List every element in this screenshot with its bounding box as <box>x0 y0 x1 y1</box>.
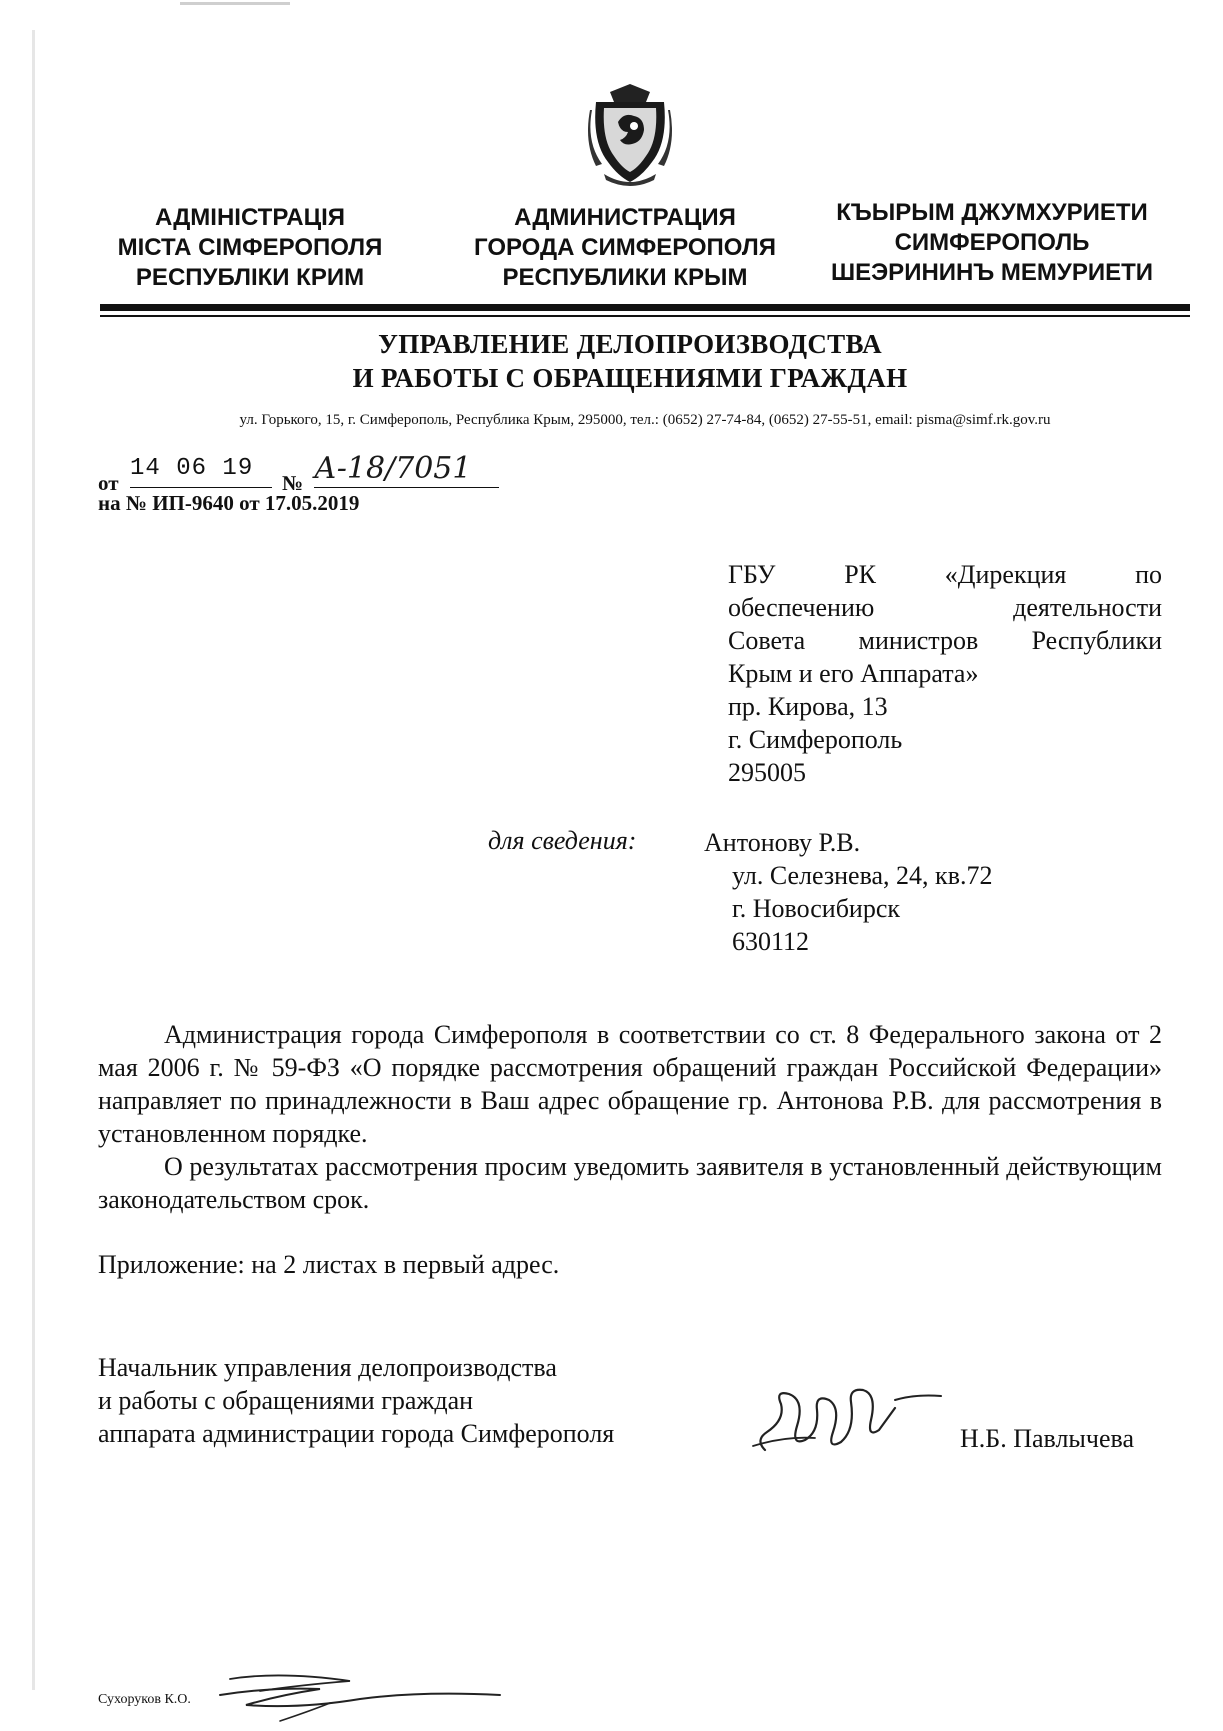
header-divider-thick <box>100 304 1190 311</box>
for-info-city: г. Новосибирск <box>732 894 901 923</box>
addressee-word: обеспечению <box>728 593 875 622</box>
header-ukrainian-line: МІСТА СІМФЕРОПОЛЯ <box>117 234 383 261</box>
header-ukrainian <box>100 203 400 293</box>
signatory-title <box>98 1351 614 1450</box>
addressee-word: ГБУ <box>728 560 776 589</box>
reference-from-label: от <box>98 471 119 495</box>
addressee-word: Совета <box>728 626 806 655</box>
header-russian-line: РЕСПУБЛИКИ КРЫМ <box>502 264 748 291</box>
addressee-block <box>728 558 1162 789</box>
addressee-city: г. Симферополь <box>728 725 903 754</box>
handwritten-signature <box>745 1380 945 1460</box>
addressee-line <box>728 624 1162 657</box>
department-title-line: И РАБОТЫ С ОБРАЩЕНИЯМИ ГРАЖДАН <box>352 363 908 393</box>
department-title-line: УПРАВЛЕНИЕ ДЕЛОПРОИЗВОДСТВА <box>378 329 882 359</box>
header-russian <box>463 203 787 293</box>
header-russian-line: ГОРОДА СИМФЕРОПОЛЯ <box>474 234 776 261</box>
executor-name: Сухоруков К.О. <box>98 1692 191 1707</box>
reference-date: 14 06 19 <box>130 455 254 482</box>
header-ukrainian-line: АДМІНІСТРАЦІЯ <box>154 204 346 231</box>
for-info-zip: 630112 <box>732 927 810 956</box>
addressee-zip: 295005 <box>728 758 806 787</box>
reference-date-underline <box>130 487 272 488</box>
addressee-line <box>728 591 1162 624</box>
for-info-name: Антонову Р.В. <box>704 828 861 857</box>
letter-body <box>98 1018 1162 1216</box>
header-crimean-tatar-line: КЪЫРЫМ ДЖУМХУРИЕТИ <box>836 199 1148 226</box>
scan-edge-shadow <box>32 30 35 1690</box>
addressee-word: деятельности <box>1013 593 1162 622</box>
in-reply-to: на № ИП-9640 от 17.05.2019 <box>98 491 360 515</box>
addressee-street: пр. Кирова, 13 <box>728 692 888 721</box>
appendix-note: Приложение: на 2 листах в первый адрес. <box>98 1250 560 1279</box>
header-ukrainian-line: РЕСПУБЛІКИ КРИМ <box>135 264 365 291</box>
header-crimean-tatar-line: СИМФЕРОПОЛЬ <box>894 229 1090 256</box>
signatory-name: Н.Б. Павлычева <box>960 1424 1134 1453</box>
signatory-title-line: и работы с обращениями граждан <box>98 1386 474 1415</box>
addressee-word: Республики <box>1031 626 1162 655</box>
addressee-word: по <box>1135 560 1163 589</box>
reference-number-label: № <box>282 471 304 495</box>
signatory-title-line: аппарата администрации города Симферополя <box>98 1419 615 1448</box>
header-divider-thin <box>100 315 1190 317</box>
addressee-line <box>728 558 1162 591</box>
reference-number-handwritten: А-18/7051 <box>314 451 472 486</box>
header-crimean-tatar <box>822 198 1162 288</box>
department-title <box>180 327 1080 395</box>
crimea-coat-of-arms-emblem <box>588 82 672 190</box>
contact-details: ул. Горького, 15, г. Симферополь, Республика Крым, 295000, тел.: (0652) 27-74-84, (0652) 27-55-51, email: pisma@simf.rk.gov.ru <box>239 412 1051 428</box>
for-info-label: для сведения: <box>488 826 637 855</box>
for-info-recipient <box>704 826 992 958</box>
addressee-word: министров <box>858 626 979 655</box>
body-paragraph: О результатах рассмотрения просим уведомить заявителя в установленный действующим законодательством срок. <box>98 1152 1162 1214</box>
body-paragraph: Администрация города Симферополя в соответствии со ст. 8 Федерального закона от 2 мая 2006 г. № 59-ФЗ «О порядке рассмотрения обращений граждан Российской Федерации» направляет по принадлежности в Ваш адрес обращение гр. Антонова Р.В. для рассмотрения в установленном порядке. <box>98 1020 1162 1148</box>
scan-top-mark <box>180 2 290 5</box>
signatory-title-line: Начальник управления делопроизводства <box>98 1353 557 1382</box>
reference-number-underline <box>314 487 499 488</box>
header-crimean-tatar-line: ШЕЭРИНИНЪ МЕМУРИЕТИ <box>830 259 1153 286</box>
for-info-street: ул. Селезнева, 24, кв.72 <box>732 861 993 890</box>
addressee-line: Крым и его Аппарата» <box>728 659 979 688</box>
executor-signature <box>160 1665 540 1725</box>
outgoing-reference <box>98 451 498 515</box>
header-russian-line: АДМИНИСТРАЦИЯ <box>514 204 736 231</box>
addressee-word: РК <box>844 560 877 589</box>
addressee-word: «Дирекция <box>944 560 1067 589</box>
